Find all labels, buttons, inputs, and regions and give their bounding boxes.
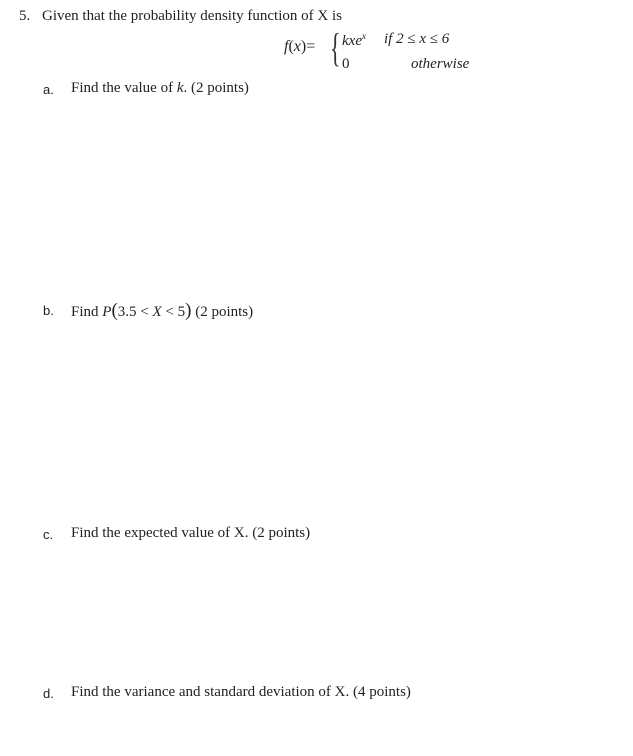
case1-base: kxe xyxy=(342,33,362,49)
pdf-equals: = xyxy=(306,38,316,55)
part-b-inner-left: 3.5 < xyxy=(117,304,153,320)
part-a-text-before: Find the value of xyxy=(71,80,177,96)
part-d-text: Find the variance and standard deviation of X. (4 points) xyxy=(71,684,411,700)
question-number: 5. xyxy=(19,8,31,24)
pdf-lhs xyxy=(284,38,315,56)
part-b-inner-var: X xyxy=(152,304,162,320)
question-text: Given that the probability density function of X is xyxy=(42,8,342,24)
pdf-x: x xyxy=(293,38,301,55)
part-b-text-after: (2 points) xyxy=(191,304,254,320)
part-b-text xyxy=(71,300,253,322)
case1-condition: if 2 ≤ x ≤ 6 xyxy=(384,31,450,47)
pdf-f: f xyxy=(284,38,289,55)
part-b-letter: b. xyxy=(43,303,54,318)
case1-expression xyxy=(342,31,366,50)
part-a-letter: a. xyxy=(43,82,54,97)
part-b-func: P xyxy=(102,304,112,320)
piecewise-brace: { xyxy=(330,25,341,70)
part-b-close: ) xyxy=(185,300,192,321)
part-b-text-before: Find xyxy=(71,304,103,320)
pdf-close-paren: ) xyxy=(300,38,307,55)
case2-expression: 0 xyxy=(342,56,350,72)
part-b-open: ( xyxy=(111,300,118,321)
part-a-var: k xyxy=(176,80,184,96)
part-c-text: Find the expected value of X. (2 points) xyxy=(71,525,311,541)
case2-condition: otherwise xyxy=(411,56,470,72)
part-b-inner-right: < 5 xyxy=(161,304,186,320)
case1-exponent: x xyxy=(361,31,366,41)
part-a-text-after: . (2 points) xyxy=(183,80,249,96)
pdf-open-paren: ( xyxy=(288,38,294,55)
part-c-letter: c. xyxy=(43,527,54,542)
part-d-letter: d. xyxy=(43,686,54,701)
part-a-text xyxy=(71,80,249,97)
